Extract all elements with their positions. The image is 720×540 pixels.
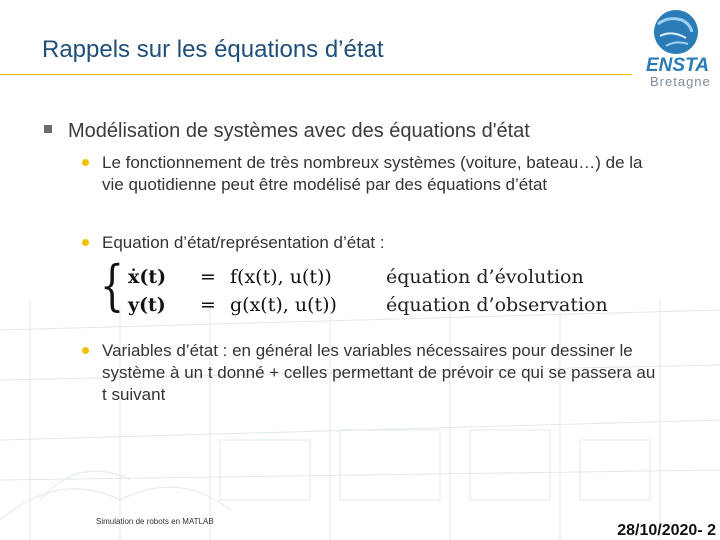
equation-rhs: g(x(t), u(t))	[230, 294, 337, 316]
logo-subtitle: Bretagne	[650, 74, 711, 89]
round-bullet-icon	[82, 159, 89, 166]
equation-lhs: ẋ(t)	[128, 266, 167, 288]
square-bullet-icon	[44, 125, 52, 133]
level1-text: Modélisation de systèmes avec des équations d'état	[68, 120, 530, 142]
equation-rhs: f(x(t), u(t))	[230, 266, 332, 288]
equation-lhs: y(t)	[128, 294, 166, 316]
title-underline	[0, 74, 632, 75]
round-bullet-icon	[82, 239, 89, 246]
equation-description: équation d’évolution	[386, 266, 584, 288]
round-bullet-icon	[82, 347, 89, 354]
bullet-text: Le fonctionnement de très nombreux systèmes (voiture, bateau…) de la vie quotidienne peut être modélisé par des équations d’état	[102, 153, 643, 194]
footer-date-page: 28/10/2020- 2	[617, 522, 716, 539]
equation-sign: =	[200, 266, 216, 288]
footer-course-title: Simulation de robots en MATLAB	[96, 517, 214, 526]
state-equations	[100, 254, 610, 322]
bullet-text: Equation d’état/représentation d’état :	[102, 233, 385, 252]
equation-description: équation d’observation	[386, 294, 608, 316]
logo-wordmark: ENSTA	[646, 55, 709, 76]
equation-sign: =	[200, 294, 216, 316]
bullet-text: Variables d’état : en général les variables nécessaires pour dessiner le système à un t donné + celles permettant de prévoir ce qui se passera au t suivant	[102, 341, 656, 404]
slide-title: Rappels sur les équations d’état	[42, 36, 384, 63]
level1-bullet	[44, 120, 530, 143]
brace-icon: {	[100, 254, 125, 317]
